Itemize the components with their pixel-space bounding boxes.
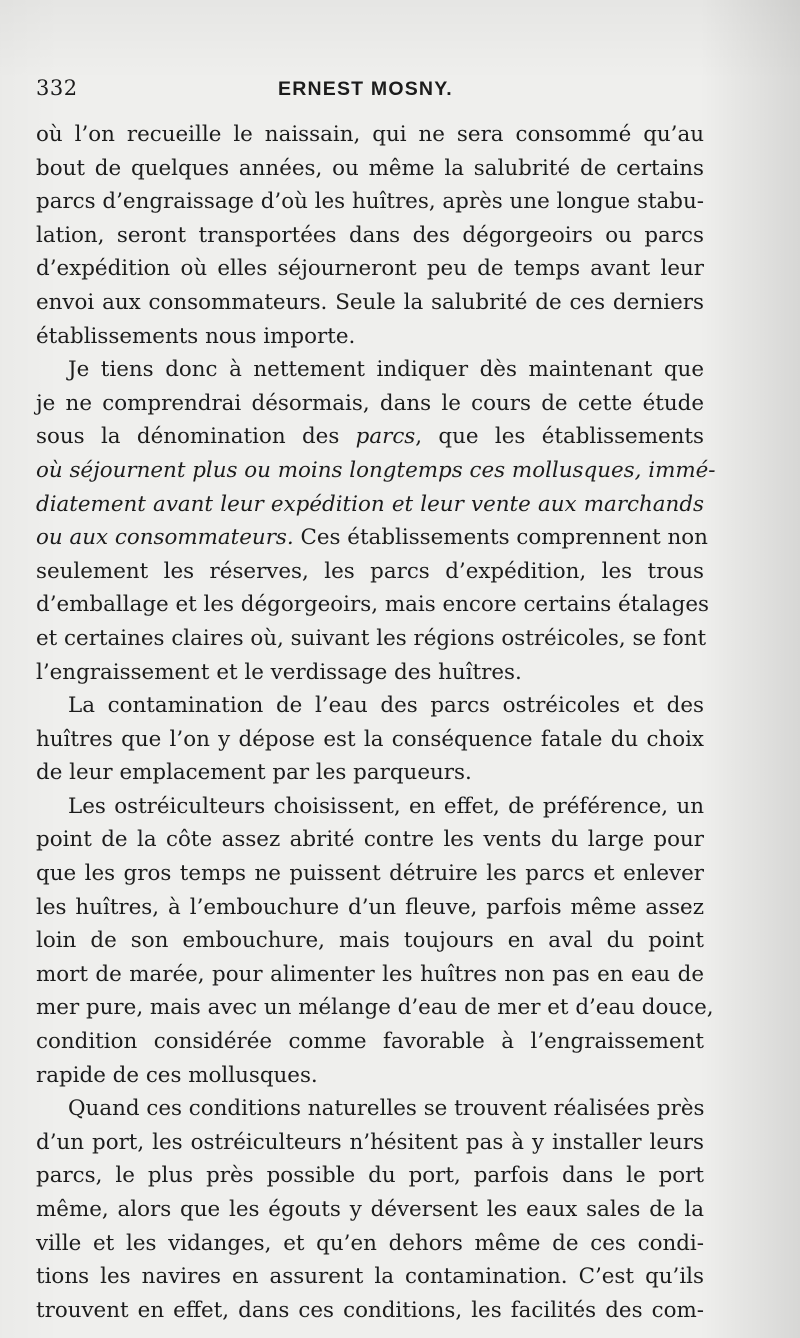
text-line: parcs d’engraissage d’où les huîtres, après une longue stabu- <box>36 189 704 215</box>
text-line: d’emballage et les dégorgeoirs, mais encore certains étalages <box>36 592 709 618</box>
running-head: ERNEST MOSNY. <box>278 78 453 100</box>
text-line: rapide de ces mollusques. <box>36 1062 318 1088</box>
page-number: 332 <box>36 76 78 100</box>
italic-run: parcs <box>355 424 416 450</box>
page-header <box>0 74 800 106</box>
text-line: ville et les vidanges, et qu’en dehors même de ces condi- <box>36 1230 704 1256</box>
text-line <box>36 420 704 454</box>
text-line: de leur emplacement par les parqueurs. <box>36 760 472 786</box>
italic-run: diatement avant leur expédition et leur vente aux marchands <box>36 491 704 517</box>
text-line: où l’on recueille le naissain, qui ne sera consommé qu’au <box>36 122 704 147</box>
text-line: bout de quelques années, ou même la salubrité de certains <box>36 155 704 181</box>
text-line: même, alors que les égouts y déversent les eaux sales de la <box>36 1197 704 1222</box>
text-line: et certaines claires où, suivant les régions ostréicoles, se font <box>36 625 707 651</box>
text-line: Les ostréiculteurs choisissent, en effet, de préférence, un <box>68 793 704 819</box>
text-line: d’un port, les ostréiculteurs n’hésitent pas à y installer leurs <box>36 1129 704 1155</box>
text-line: loin de son embouchure, mais toujours en aval du point <box>36 928 704 954</box>
text-line: que les gros temps ne puissent détruire les parcs et enlever <box>36 861 704 887</box>
text-line: La contamination de l’eau des parcs ostréicoles et des <box>68 693 704 719</box>
body-text <box>36 118 716 1327</box>
italic-run: ou aux consommateurs. <box>36 525 294 551</box>
text-line: les huîtres, à l’embouchure d’un fleuve, parfois même assez <box>36 894 704 920</box>
text-line: mort de marée, pour alimenter les huîtres non pas en eau de <box>36 961 704 987</box>
text-line: huîtres que l’on y dépose est la conséquence fatale du choix <box>36 726 704 752</box>
text-line: d’expédition où elles séjourneront peu de temps avant leur <box>36 256 704 282</box>
text-line: mer pure, mais avec un mélange d’eau de mer et d’eau douce, <box>36 995 714 1021</box>
text-run: Ces établissements comprennent non <box>293 525 708 551</box>
text-line: seulement les réserves, les parcs d’expédition, les trous <box>36 558 704 584</box>
text-line: lation, seront transportées dans des dégorgeoirs ou parcs <box>36 222 704 248</box>
text-line: Je tiens donc à nettement indiquer dès maintenant que <box>68 357 704 383</box>
text-line: trouvent en effet, dans ces conditions, les facilités des com- <box>36 1297 704 1323</box>
text-line: établissements nous importe. <box>36 323 356 349</box>
text-run: sous la dénomination des <box>36 424 356 450</box>
text-line: condition considérée comme favorable à l’engraissement <box>36 1029 704 1055</box>
text-line: Quand ces conditions naturelles se trouvent réalisées près <box>68 1096 705 1122</box>
paragraph-2 <box>36 353 716 689</box>
paragraph-1 <box>36 118 704 353</box>
text-line <box>36 454 716 488</box>
text-line: je ne comprendrai désormais, dans le cours de cette étude <box>36 390 704 416</box>
paragraph-5 <box>36 1092 704 1327</box>
text-line <box>36 521 708 555</box>
text-line: l’engraissement et le verdissage des huîtres. <box>36 659 522 685</box>
text-line: parcs, le plus près possible du port, parfois dans le port <box>36 1163 704 1189</box>
paragraph-4 <box>36 790 714 1092</box>
text-run: , que les établissements <box>415 424 705 450</box>
italic-run: où séjournent plus ou moins longtemps ces mollusques, immé- <box>36 457 716 483</box>
paragraph-3 <box>36 689 704 790</box>
text-line <box>36 488 704 522</box>
text-line: point de la côte assez abrité contre les vents du large pour <box>36 827 704 853</box>
text-line: envoi aux consommateurs. Seule la salubrité de ces derniers <box>36 289 704 315</box>
text-line: tions les navires en assurent la contamination. C’est qu’ils <box>36 1264 704 1290</box>
